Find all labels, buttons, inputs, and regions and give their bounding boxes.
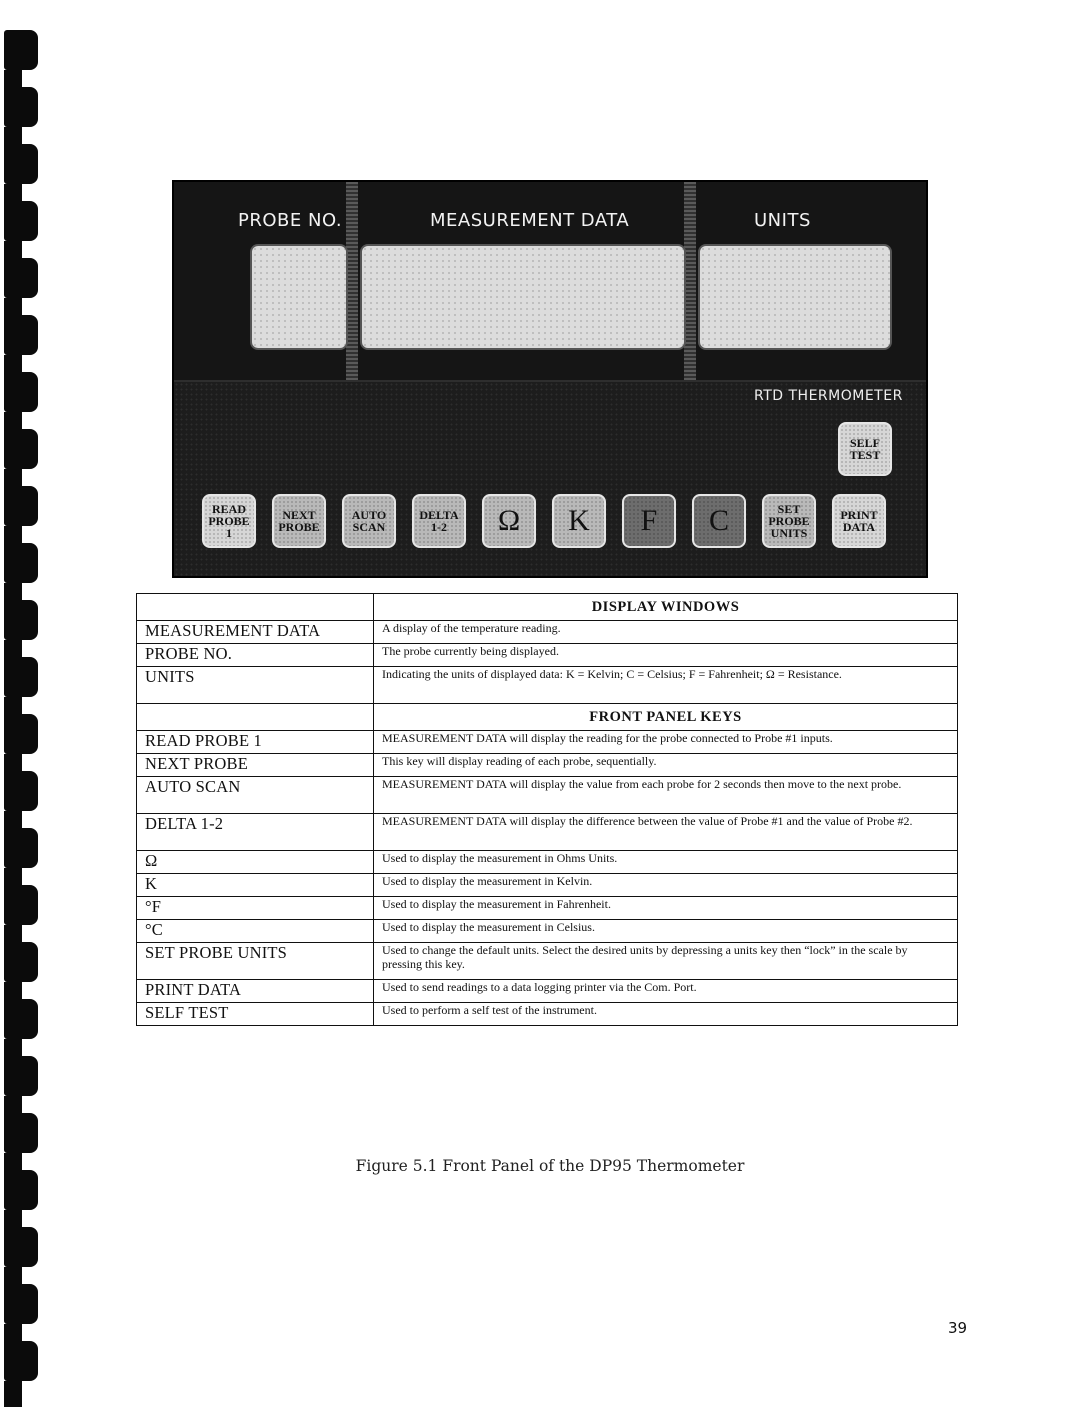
delta-1-2-key: DELTA 1-2	[412, 494, 466, 548]
key-legend-table	[136, 593, 958, 1026]
row-name: MEASUREMENT DATA	[137, 621, 374, 644]
display-windows-section	[137, 594, 958, 621]
row-description: MEASUREMENT DATA will display the reading for the probe connected to Probe #1 inputs.	[374, 731, 958, 754]
binding-ring	[4, 714, 38, 754]
self-test-key: SELF TEST	[838, 422, 892, 476]
measurement-data-window	[360, 244, 686, 350]
table-row	[137, 754, 958, 777]
table-row	[137, 667, 958, 704]
row-name: AUTO SCAN	[137, 777, 374, 814]
binding-ring	[4, 201, 38, 241]
row-description: The probe currently being displayed.	[374, 644, 958, 667]
row-description: Used to display the measurement in Ohms Units.	[374, 851, 958, 874]
units-window	[698, 244, 892, 350]
units-header: UNITS	[754, 210, 811, 231]
table-row	[137, 814, 958, 851]
row-description: Used to display the measurement in Kelvin.	[374, 874, 958, 897]
row-description: Used to display the measurement in Celsius.	[374, 920, 958, 943]
binding-ring	[4, 372, 38, 412]
row-description: Used to perform a self test of the instrument.	[374, 1003, 958, 1026]
row-name: READ PROBE 1	[137, 731, 374, 754]
binding-ring	[4, 657, 38, 697]
front-panel-keys-section	[137, 704, 958, 731]
binding-ring	[4, 828, 38, 868]
row-name: °F	[137, 897, 374, 920]
fahrenheit-key: F	[622, 494, 676, 548]
row-name: SELF TEST	[137, 1003, 374, 1026]
row-name: PROBE NO.	[137, 644, 374, 667]
binding-ring	[4, 486, 38, 526]
measurement-data-header: MEASUREMENT DATA	[430, 210, 630, 231]
page-number: 39	[948, 1319, 968, 1337]
row-name: SET PROBE UNITS	[137, 943, 374, 980]
section-title: FRONT PANEL KEYS	[374, 704, 958, 731]
binding-ring	[4, 1170, 38, 1210]
brand-label: RTD THERMOMETER	[754, 388, 903, 404]
spiral-binding	[0, 0, 44, 1397]
binding-ring	[4, 258, 38, 298]
ohm-key: Ω	[482, 494, 536, 548]
table-row	[137, 621, 958, 644]
display-area	[174, 182, 926, 382]
binding-ring	[4, 942, 38, 982]
section-title: DISPLAY WINDOWS	[374, 594, 958, 621]
probe-no-window	[250, 244, 348, 350]
section-spacer-cell	[137, 594, 374, 621]
table-row	[137, 920, 958, 943]
binding-ring	[4, 429, 38, 469]
binding-ring	[4, 1284, 38, 1324]
row-name: Ω	[137, 851, 374, 874]
row-name: K	[137, 874, 374, 897]
binding-ring	[4, 1056, 38, 1096]
row-name: PRINT DATA	[137, 980, 374, 1003]
table-row	[137, 874, 958, 897]
binding-ring	[4, 600, 38, 640]
table-row	[137, 1003, 958, 1026]
binding-ring	[4, 543, 38, 583]
print-data-key: PRINT DATA	[832, 494, 886, 548]
row-description: Used to change the default units. Select the desired units by depressing a units key then “lock” in the scale by pressing this key.	[374, 943, 958, 980]
row-name: UNITS	[137, 667, 374, 704]
next-probe-key: NEXT PROBE	[272, 494, 326, 548]
row-description: Used to display the measurement in Fahrenheit.	[374, 897, 958, 920]
read-probe-1-key: READ PROBE 1	[202, 494, 256, 548]
celsius-key: C	[692, 494, 746, 548]
binding-ring	[4, 1341, 38, 1381]
row-name: °C	[137, 920, 374, 943]
binding-ring	[4, 999, 38, 1039]
binding-ring	[4, 30, 38, 70]
table-row	[137, 980, 958, 1003]
binding-ring	[4, 1113, 38, 1153]
auto-scan-key: AUTO SCAN	[342, 494, 396, 548]
kelvin-key: K	[552, 494, 606, 548]
probe-no-header: PROBE NO.	[238, 210, 343, 231]
front-panel-illustration	[172, 180, 928, 578]
binding-ring	[4, 315, 38, 355]
row-name: NEXT PROBE	[137, 754, 374, 777]
binding-ring	[4, 885, 38, 925]
row-description: A display of the temperature reading.	[374, 621, 958, 644]
section-spacer-cell	[137, 704, 374, 731]
row-description: MEASUREMENT DATA will display the value from each probe for 2 seconds then move to the next probe.	[374, 777, 958, 814]
set-probe-units-key: SET PROBE UNITS	[762, 494, 816, 548]
binding-ring	[4, 771, 38, 811]
table-row	[137, 897, 958, 920]
binding-ring	[4, 144, 38, 184]
table-row	[137, 777, 958, 814]
row-description: MEASUREMENT DATA will display the difference between the value of Probe #1 and the value of Probe #2.	[374, 814, 958, 851]
row-description: Indicating the units of displayed data: K = Kelvin; C = Celsius; F = Fahrenheit; Ω = Resistance.	[374, 667, 958, 704]
row-description: Used to send readings to a data logging printer via the Com. Port.	[374, 980, 958, 1003]
table-row	[137, 731, 958, 754]
binding-ring	[4, 87, 38, 127]
table-row	[137, 943, 958, 980]
row-name: DELTA 1-2	[137, 814, 374, 851]
table-row	[137, 644, 958, 667]
table-row	[137, 851, 958, 874]
figure-caption: Figure 5.1 Front Panel of the DP95 Thermometer	[355, 1157, 745, 1175]
row-description: This key will display reading of each probe, sequentially.	[374, 754, 958, 777]
binding-ring	[4, 1227, 38, 1267]
